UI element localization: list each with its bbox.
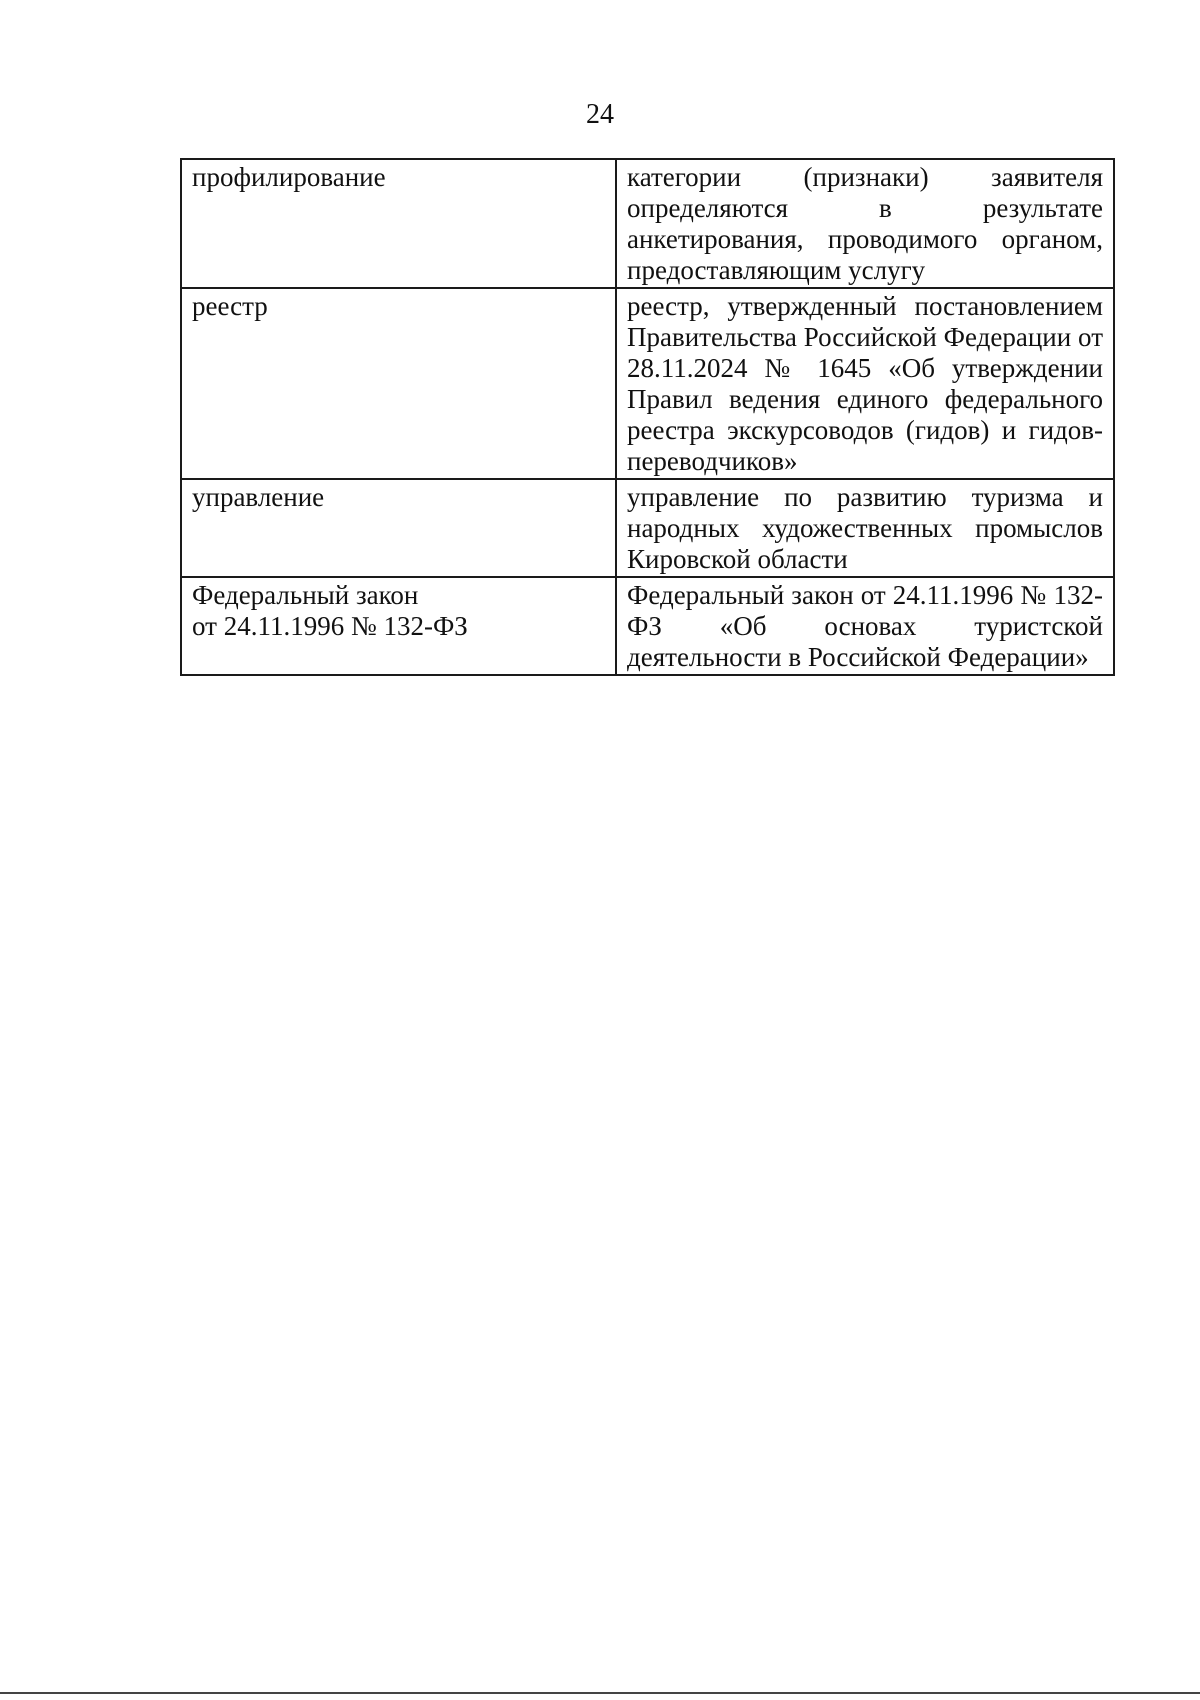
term-text: Федеральный закон от 24.11.1996 № 132-ФЗ [192, 580, 468, 641]
term-cell [181, 159, 616, 288]
definition-cell: Федеральный закон от 24.11.1996 № 132-ФЗ «Об основах туристской деятельности в Российской Федерации» [616, 577, 1114, 675]
table-row [181, 479, 1114, 577]
term-cell [181, 479, 616, 577]
page-number: 24 [586, 99, 614, 130]
table-row [181, 159, 1114, 288]
term-text: профилирование [192, 162, 386, 192]
term-cell [181, 577, 616, 675]
definition-cell: реестр, утвержденный постановлением Правительства Российской Федерации от 28.11.2024 № 1645 «Об утверждении Правил ведения единого федерального реестра экскурсоводов (гидов) и гидов-переводчиков» [616, 288, 1114, 479]
term-cell [181, 288, 616, 479]
table-row [181, 577, 1114, 675]
term-text: управление [192, 482, 325, 512]
definition-cell: категории (признаки) заявителя определяются в результате анкетирования, проводимого органом, предоставляющим услугу [616, 159, 1114, 288]
definitions-table [180, 158, 1115, 676]
page-bottom-rule [0, 1692, 1200, 1694]
term-text: реестр [192, 291, 268, 321]
definition-cell: управление по развитию туризма и народных художественных промыслов Кировской области [616, 479, 1114, 577]
table-row [181, 288, 1114, 479]
